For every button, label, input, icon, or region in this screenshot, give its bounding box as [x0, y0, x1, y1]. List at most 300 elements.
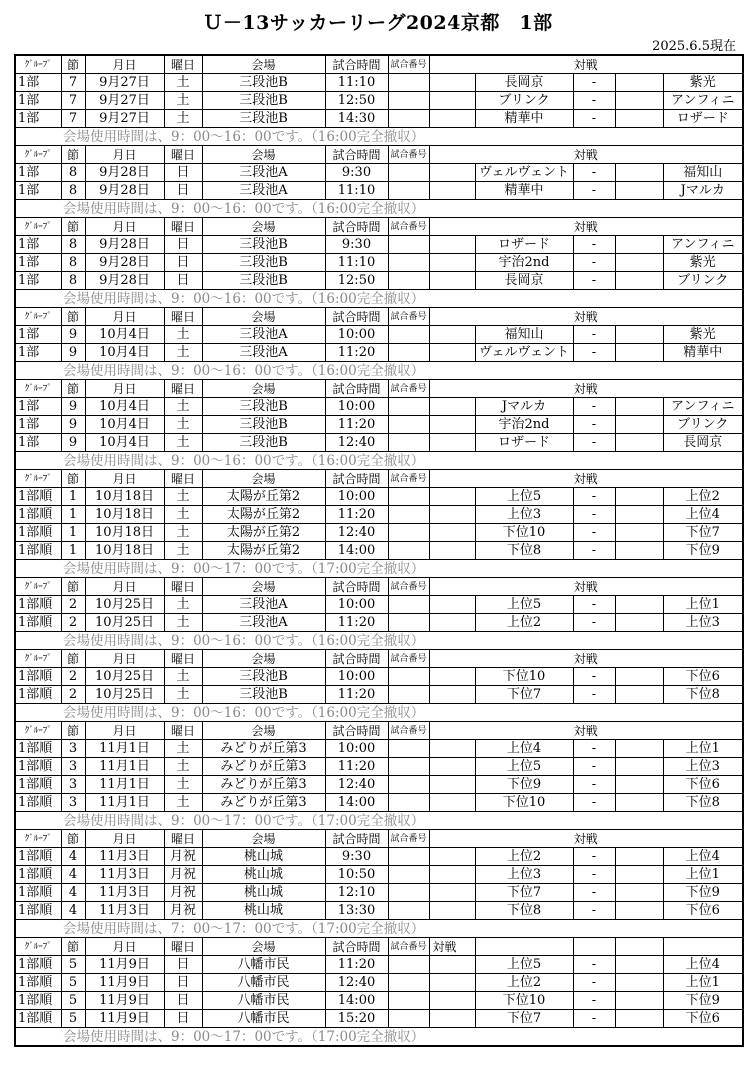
venue-cell: 三段池B	[202, 110, 325, 128]
venue-cell: 桃山城	[202, 902, 325, 920]
away-team-cell: 下位9	[663, 992, 743, 1010]
spacer-cell	[429, 902, 475, 920]
day-cell: 土	[164, 542, 202, 560]
spacer-cell	[429, 524, 475, 542]
header-venue: 会場	[202, 380, 325, 398]
home-team-cell: 宇治2nd	[475, 416, 573, 434]
group-cell: 1部順	[15, 614, 61, 632]
spacer-cell	[615, 524, 663, 542]
match-row	[15, 398, 743, 416]
header-match-no: 試合番号	[388, 308, 429, 326]
match-no-cell	[388, 884, 429, 902]
group-cell: 1部順	[15, 758, 61, 776]
match-row	[15, 164, 743, 182]
time-cell: 10:00	[325, 596, 388, 614]
date-cell: 10月4日	[85, 326, 164, 344]
vs-separator-cell: -	[573, 110, 615, 128]
match-row	[15, 902, 743, 920]
spacer-cell	[615, 614, 663, 632]
match-row	[15, 182, 743, 200]
spacer-cell	[615, 596, 663, 614]
note-pad-cell	[15, 704, 61, 722]
table-body	[15, 55, 743, 1046]
spacer-cell	[615, 182, 663, 200]
venue-cell: 三段池B	[202, 74, 325, 92]
match-no-cell	[388, 236, 429, 254]
spacer-cell	[615, 1010, 663, 1028]
header-date: 月日	[85, 722, 164, 740]
vs-separator-cell: -	[573, 668, 615, 686]
vs-separator-cell: -	[573, 488, 615, 506]
day-cell: 日	[164, 164, 202, 182]
match-row	[15, 254, 743, 272]
match-block-2-header-row	[15, 146, 743, 164]
header-date: 月日	[85, 308, 164, 326]
venue-cell: 三段池A	[202, 344, 325, 362]
match-block-4-header-row	[15, 308, 743, 326]
match-row	[15, 524, 743, 542]
spacer-cell	[429, 866, 475, 884]
venue-usage-note: 会場使用時間は、9：00～17：00です。（17:00完全撤収）	[61, 560, 743, 578]
round-cell: 3	[61, 776, 85, 794]
header-date: 月日	[85, 218, 164, 236]
spacer-cell	[429, 884, 475, 902]
date-cell: 10月4日	[85, 344, 164, 362]
match-no-cell	[388, 92, 429, 110]
match-row	[15, 596, 743, 614]
venue-cell: 三段池A	[202, 164, 325, 182]
note-pad-cell	[15, 560, 61, 578]
header-round: 節	[61, 722, 85, 740]
header-venue: 会場	[202, 308, 325, 326]
header-match-no: 試合番号	[388, 650, 429, 668]
spacer-cell	[429, 398, 475, 416]
away-team-cell: ロザード	[663, 110, 743, 128]
match-no-cell	[388, 434, 429, 452]
date-cell: 9月28日	[85, 164, 164, 182]
venue-usage-note: 会場使用時間は、7：00～17：00です。（17:00完全撤収）	[61, 920, 743, 938]
venue-usage-note: 会場使用時間は、9：00～16：00です。（16:00完全撤収）	[61, 200, 743, 218]
vs-separator-cell: -	[573, 902, 615, 920]
day-cell: 土	[164, 614, 202, 632]
vs-separator-cell: -	[573, 524, 615, 542]
date-cell: 10月18日	[85, 524, 164, 542]
note-pad-cell	[15, 290, 61, 308]
venue-usage-note: 会場使用時間は、9：00～17：00です。（17:00完全撤収）	[61, 1028, 743, 1047]
header-vs: 対戦	[429, 938, 475, 956]
header-venue: 会場	[202, 650, 325, 668]
header-venue: 会場	[202, 470, 325, 488]
time-cell: 10:00	[325, 326, 388, 344]
date-cell: 11月3日	[85, 848, 164, 866]
round-cell: 9	[61, 416, 85, 434]
header-match-no: 試合番号	[388, 146, 429, 164]
match-row	[15, 992, 743, 1010]
header-date: 月日	[85, 55, 164, 74]
time-cell: 10:00	[325, 668, 388, 686]
note-pad-cell	[15, 452, 61, 470]
home-team-cell: 長岡京	[475, 74, 573, 92]
round-cell: 8	[61, 254, 85, 272]
time-cell: 12:40	[325, 974, 388, 992]
away-team-cell: 上位3	[663, 614, 743, 632]
header-day: 曜日	[164, 308, 202, 326]
spacer-cell	[615, 542, 663, 560]
vs-separator-cell: -	[573, 254, 615, 272]
match-no-cell	[388, 542, 429, 560]
venue-cell: みどりが丘第3	[202, 740, 325, 758]
away-team-cell: 下位6	[663, 776, 743, 794]
date-cell: 9月28日	[85, 272, 164, 290]
round-cell: 4	[61, 902, 85, 920]
spacer-cell	[615, 110, 663, 128]
day-cell: 日	[164, 1010, 202, 1028]
match-row	[15, 740, 743, 758]
spacer-cell	[429, 758, 475, 776]
venue-cell: 桃山城	[202, 866, 325, 884]
note-pad-cell	[15, 1028, 61, 1047]
venue-cell: 太陽が丘第2	[202, 488, 325, 506]
home-team-cell: 下位7	[475, 1010, 573, 1028]
home-team-cell: 上位5	[475, 488, 573, 506]
match-block-4-venue-note-row	[15, 362, 743, 380]
header-vs: 対戦	[429, 146, 743, 164]
away-team-cell: 下位6	[663, 902, 743, 920]
time-cell: 12:40	[325, 524, 388, 542]
note-pad-cell	[15, 362, 61, 380]
spacer-cell	[615, 236, 663, 254]
as-of-date: 2025.6.5現在	[652, 39, 736, 54]
match-block-5-header-row	[15, 380, 743, 398]
date-cell: 11月1日	[85, 758, 164, 776]
vs-separator-cell: -	[573, 956, 615, 974]
round-cell: 9	[61, 434, 85, 452]
match-row	[15, 848, 743, 866]
match-no-cell	[388, 344, 429, 362]
match-row	[15, 488, 743, 506]
header-round: 節	[61, 218, 85, 236]
match-block-6-header-row	[15, 470, 743, 488]
group-cell: 1部順	[15, 1010, 61, 1028]
spacer-cell	[615, 794, 663, 812]
day-cell: 日	[164, 254, 202, 272]
match-no-cell	[388, 488, 429, 506]
round-cell: 2	[61, 614, 85, 632]
header-day: 曜日	[164, 55, 202, 74]
venue-cell: 三段池B	[202, 686, 325, 704]
home-team-cell: Jマルカ	[475, 398, 573, 416]
group-cell: 1部	[15, 74, 61, 92]
spacer-cell	[615, 434, 663, 452]
match-no-cell	[388, 416, 429, 434]
round-cell: 7	[61, 110, 85, 128]
away-team-cell: 下位8	[663, 686, 743, 704]
group-cell: 1部	[15, 254, 61, 272]
vs-separator-cell: -	[573, 506, 615, 524]
header-venue: 会場	[202, 578, 325, 596]
match-no-cell	[388, 740, 429, 758]
header-group: ｸﾞﾙｰﾌﾟ	[15, 830, 61, 848]
round-cell: 3	[61, 794, 85, 812]
away-team-cell: アンフィニ	[663, 398, 743, 416]
away-team-cell: 下位9	[663, 542, 743, 560]
group-cell: 1部順	[15, 992, 61, 1010]
vs-separator-cell: -	[573, 740, 615, 758]
venue-cell: 太陽が丘第2	[202, 524, 325, 542]
match-no-cell	[388, 902, 429, 920]
day-cell: 土	[164, 686, 202, 704]
home-team-cell: 下位10	[475, 794, 573, 812]
header-group: ｸﾞﾙｰﾌﾟ	[15, 218, 61, 236]
group-cell: 1部順	[15, 740, 61, 758]
match-no-cell	[388, 614, 429, 632]
header-empty-cell	[663, 938, 743, 956]
vs-separator-cell: -	[573, 272, 615, 290]
day-cell: 土	[164, 398, 202, 416]
group-cell: 1部順	[15, 596, 61, 614]
match-row	[15, 92, 743, 110]
vs-separator-cell: -	[573, 398, 615, 416]
header-time: 試合時間	[325, 722, 388, 740]
away-team-cell: アンフィニ	[663, 92, 743, 110]
date-cell: 11月1日	[85, 740, 164, 758]
header-empty-cell	[475, 938, 573, 956]
header-match-no: 試合番号	[388, 380, 429, 398]
header-vs: 対戦	[429, 308, 743, 326]
header-round: 節	[61, 830, 85, 848]
day-cell: 土	[164, 794, 202, 812]
home-team-cell: 上位5	[475, 596, 573, 614]
header-time: 試合時間	[325, 380, 388, 398]
spacer-cell	[615, 992, 663, 1010]
header-date: 月日	[85, 938, 164, 956]
header-match-no: 試合番号	[388, 55, 429, 74]
away-team-cell: 上位3	[663, 758, 743, 776]
group-cell: 1部	[15, 416, 61, 434]
round-cell: 2	[61, 668, 85, 686]
vs-separator-cell: -	[573, 164, 615, 182]
date-cell: 11月3日	[85, 866, 164, 884]
spacer-cell	[615, 506, 663, 524]
match-block-11-venue-note-row	[15, 1028, 743, 1047]
header-time: 試合時間	[325, 650, 388, 668]
round-cell: 1	[61, 488, 85, 506]
venue-cell: 八幡市民	[202, 956, 325, 974]
spacer-cell	[429, 110, 475, 128]
spacer-cell	[615, 416, 663, 434]
note-pad-cell	[15, 632, 61, 650]
date-cell: 9月28日	[85, 254, 164, 272]
time-cell: 14:00	[325, 794, 388, 812]
home-team-cell: 下位7	[475, 686, 573, 704]
round-cell: 9	[61, 326, 85, 344]
match-block-5-venue-note-row	[15, 452, 743, 470]
match-no-cell	[388, 974, 429, 992]
venue-cell: 三段池B	[202, 398, 325, 416]
day-cell: 土	[164, 506, 202, 524]
venue-cell: 三段池A	[202, 596, 325, 614]
round-cell: 8	[61, 272, 85, 290]
vs-separator-cell: -	[573, 974, 615, 992]
spacer-cell	[615, 866, 663, 884]
venue-cell: 三段池B	[202, 254, 325, 272]
round-cell: 8	[61, 164, 85, 182]
time-cell: 9:30	[325, 164, 388, 182]
day-cell: 土	[164, 488, 202, 506]
venue-usage-note: 会場使用時間は、9：00～16：00です。（16:00完全撤収）	[61, 704, 743, 722]
header-date: 月日	[85, 146, 164, 164]
match-no-cell	[388, 164, 429, 182]
match-no-cell	[388, 272, 429, 290]
spacer-cell	[429, 254, 475, 272]
time-cell: 12:10	[325, 884, 388, 902]
round-cell: 4	[61, 866, 85, 884]
venue-cell: 桃山城	[202, 848, 325, 866]
date-cell: 10月18日	[85, 488, 164, 506]
match-block-8-header-row	[15, 650, 743, 668]
match-no-cell	[388, 524, 429, 542]
round-cell: 9	[61, 344, 85, 362]
away-team-cell: 長岡京	[663, 434, 743, 452]
home-team-cell: 下位8	[475, 542, 573, 560]
header-time: 試合時間	[325, 830, 388, 848]
note-pad-cell	[15, 200, 61, 218]
away-team-cell: 下位7	[663, 524, 743, 542]
away-team-cell: 紫光	[663, 254, 743, 272]
group-cell: 1部	[15, 164, 61, 182]
date-cell: 11月3日	[85, 902, 164, 920]
spacer-cell	[615, 974, 663, 992]
day-cell: 日	[164, 956, 202, 974]
match-block-1-venue-note-row	[15, 128, 743, 146]
day-cell: 土	[164, 776, 202, 794]
vs-separator-cell: -	[573, 182, 615, 200]
spacer-cell	[429, 614, 475, 632]
header-day: 曜日	[164, 380, 202, 398]
group-cell: 1部	[15, 326, 61, 344]
spacer-cell	[615, 344, 663, 362]
spacer-cell	[615, 92, 663, 110]
note-pad-cell	[15, 128, 61, 146]
venue-cell: 太陽が丘第2	[202, 542, 325, 560]
vs-separator-cell: -	[573, 866, 615, 884]
group-cell: 1部順	[15, 524, 61, 542]
time-cell: 11:20	[325, 344, 388, 362]
spacer-cell	[615, 686, 663, 704]
day-cell: 土	[164, 92, 202, 110]
time-cell: 11:10	[325, 74, 388, 92]
spacer-cell	[615, 272, 663, 290]
day-cell: 土	[164, 596, 202, 614]
vs-separator-cell: -	[573, 794, 615, 812]
header-date: 月日	[85, 650, 164, 668]
date-cell: 9月27日	[85, 74, 164, 92]
vs-separator-cell: -	[573, 542, 615, 560]
match-row	[15, 110, 743, 128]
header-group: ｸﾞﾙｰﾌﾟ	[15, 146, 61, 164]
header-group: ｸﾞﾙｰﾌﾟ	[15, 650, 61, 668]
header-venue: 会場	[202, 146, 325, 164]
spacer-cell	[429, 740, 475, 758]
group-cell: 1部順	[15, 902, 61, 920]
group-cell: 1部順	[15, 686, 61, 704]
day-cell: 土	[164, 740, 202, 758]
date-cell: 11月9日	[85, 1010, 164, 1028]
group-cell: 1部	[15, 92, 61, 110]
note-pad-cell	[15, 812, 61, 830]
header-time: 試合時間	[325, 55, 388, 74]
date-cell: 9月27日	[85, 92, 164, 110]
spacer-cell	[615, 848, 663, 866]
match-row	[15, 758, 743, 776]
away-team-cell: 紫光	[663, 326, 743, 344]
match-row	[15, 326, 743, 344]
venue-cell: 三段池B	[202, 434, 325, 452]
group-cell: 1部	[15, 182, 61, 200]
venue-cell: 三段池B	[202, 92, 325, 110]
away-team-cell: 下位9	[663, 884, 743, 902]
header-day: 曜日	[164, 938, 202, 956]
venue-cell: 八幡市民	[202, 1010, 325, 1028]
spacer-cell	[429, 434, 475, 452]
day-cell: 月祝	[164, 848, 202, 866]
header-time: 試合時間	[325, 938, 388, 956]
spacer-cell	[429, 542, 475, 560]
header-vs: 対戦	[429, 380, 743, 398]
header-match-no: 試合番号	[388, 218, 429, 236]
vs-separator-cell: -	[573, 992, 615, 1010]
spacer-cell	[429, 506, 475, 524]
time-cell: 12:50	[325, 272, 388, 290]
vs-separator-cell: -	[573, 74, 615, 92]
spacer-cell	[615, 758, 663, 776]
home-team-cell: 下位8	[475, 902, 573, 920]
match-block-11-header-row	[15, 938, 743, 956]
home-team-cell: 上位5	[475, 758, 573, 776]
spacer-cell	[429, 272, 475, 290]
time-cell: 11:20	[325, 614, 388, 632]
match-no-cell	[388, 596, 429, 614]
match-no-cell	[388, 254, 429, 272]
venue-usage-note: 会場使用時間は、9：00～16：00です。（16:00完全撤収）	[61, 632, 743, 650]
header-day: 曜日	[164, 722, 202, 740]
day-cell: 月祝	[164, 884, 202, 902]
match-row	[15, 974, 743, 992]
group-cell: 1部順	[15, 848, 61, 866]
header-vs: 対戦	[429, 55, 743, 74]
home-team-cell: ヴェルヴェント	[475, 164, 573, 182]
venue-cell: みどりが丘第3	[202, 794, 325, 812]
spacer-cell	[429, 776, 475, 794]
match-no-cell	[388, 848, 429, 866]
date-cell: 11月1日	[85, 776, 164, 794]
header-venue: 会場	[202, 938, 325, 956]
round-cell: 3	[61, 740, 85, 758]
spacer-cell	[429, 686, 475, 704]
spacer-cell	[615, 668, 663, 686]
round-cell: 8	[61, 182, 85, 200]
venue-cell: 三段池A	[202, 182, 325, 200]
note-pad-cell	[15, 920, 61, 938]
vs-separator-cell: -	[573, 236, 615, 254]
header-empty-cell	[573, 938, 615, 956]
home-team-cell: 上位2	[475, 974, 573, 992]
time-cell: 15:20	[325, 1010, 388, 1028]
spacer-cell	[615, 488, 663, 506]
match-row	[15, 542, 743, 560]
time-cell: 14:30	[325, 110, 388, 128]
match-block-9-header-row	[15, 722, 743, 740]
